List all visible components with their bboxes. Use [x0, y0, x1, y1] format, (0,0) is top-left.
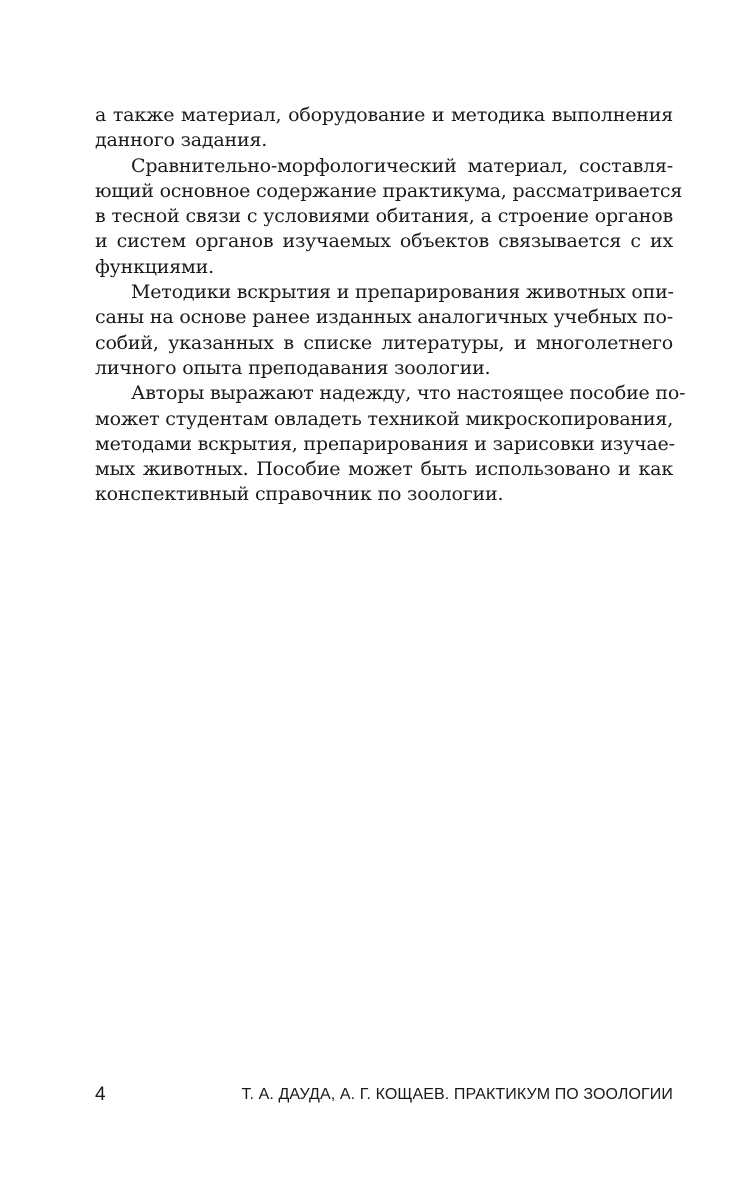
text-line: данного задания. [95, 129, 268, 152]
text-line: Методики вскрытия и препарирования животных опи- [131, 281, 674, 304]
text-line: и систем органов изучаемых объектов связывается с их [95, 230, 673, 253]
paragraph-3 [95, 280, 673, 381]
text-line: а также материал, оборудование и методика выполнения [95, 104, 673, 126]
text-line: собий, указанных в списке литературы, и многолетнего [95, 331, 673, 354]
text-line: саны на основе ранее изданных аналогичных учебных по- [95, 306, 673, 329]
text-line: ющий основное содержание практикума, рассматривается [95, 179, 683, 202]
text-line: мых животных. Пособие может быть использовано и как [95, 458, 673, 481]
text-line: Авторы выражают надежду, что настоящее пособие по- [131, 382, 686, 405]
paragraph-1 [95, 103, 673, 154]
text-line: Сравнительно-морфологический материал, составля- [131, 154, 673, 177]
text-line: личного опыта преподавания зоологии. [95, 356, 491, 379]
paragraph-2 [95, 154, 683, 280]
text-line: функциями. [95, 255, 214, 278]
text-line: конспективный справочник по зоологии. [95, 483, 504, 506]
running-title: Т. А. ДАУДА, А. Г. КОЩАЕВ. ПРАКТИКУМ ПО ЗООЛОГИИ [241, 1086, 673, 1103]
text-line: может студентам овладеть техникой микроскопирования, [95, 407, 674, 430]
body-text [95, 103, 686, 508]
page-footer [95, 1083, 673, 1107]
page-number: 4 [95, 1084, 106, 1105]
text-line: в тесной связи с условиями обитания, а строение органов [95, 205, 673, 228]
text-line: методами вскрытия, препарирования и зарисовки изучае- [95, 432, 675, 455]
paragraph-4 [95, 381, 686, 507]
